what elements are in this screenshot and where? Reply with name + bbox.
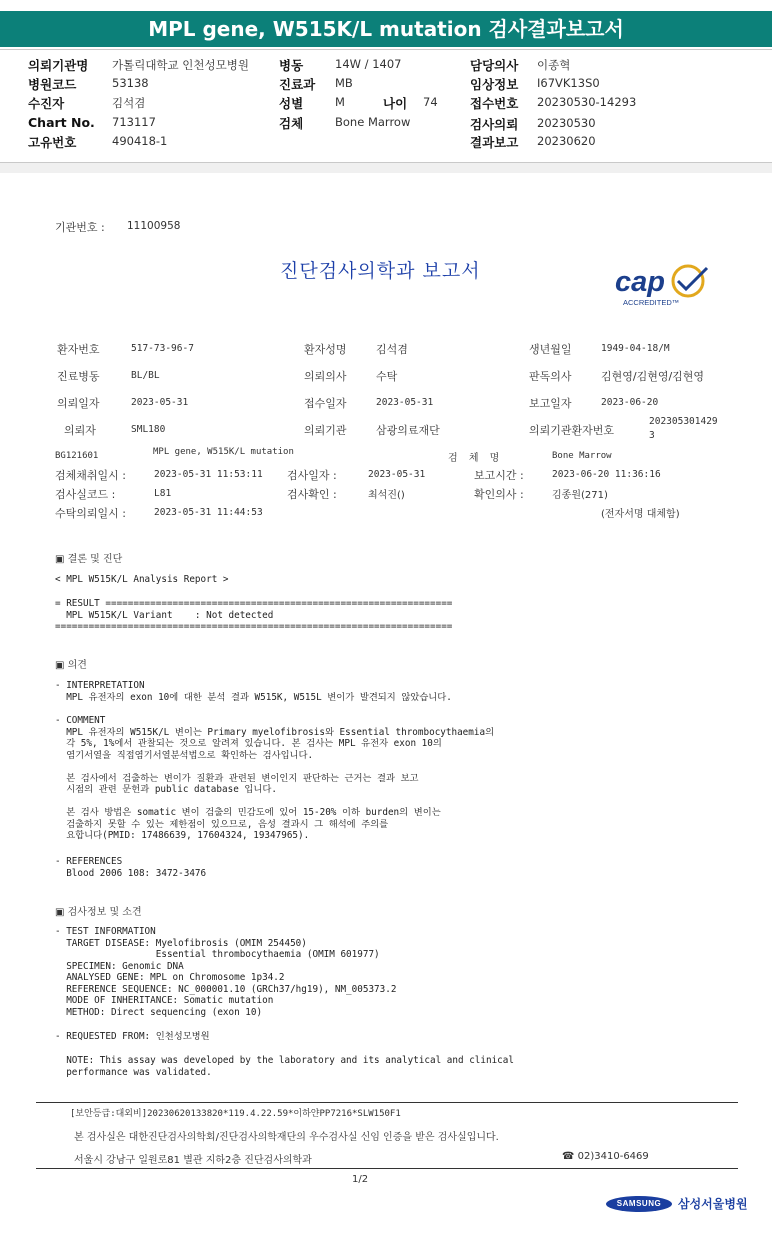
comment-block: - COMMENT MPL 유전자의 W515K/L 변이는 Primary myelofibrosis와 Essential thrombocythaemia의 각 5%, 1%에서 관찰되는 것으로 알려져 있습니다. 본 검사는 MPL 유전자 exon 10의 염기서열을 직접염기서열분석법으로 확인하는 검사입니다. 본 검사에서 검출하는 변이가 질환과 관련된 변이인지 판단하는 근거는 결과 보고 시점의 관련 문헌과 public database 입니다. 본 검사 방법은 somatic 변이 검출의 민감도에 있어 15-20% 이하 burden의 변이는 검출하지 못할 수 있는 제한점이 있으므로, 음성 결과시 그 해석에 주의를 요합니다(PMID: 17486639, 17604324, 19347965). xyxy=(55,715,495,841)
value-institution: 가톨릭대학교 인천성모병원 xyxy=(112,58,249,72)
label-birth: 생년월일 xyxy=(529,343,572,356)
value-confirm-doctor: 김종원(271) xyxy=(552,490,608,501)
label-receipt-date: 접수일자 xyxy=(304,397,347,410)
section-test-info: ▣ 검사정보 및 소견 xyxy=(55,907,142,918)
value-report-date: 2023-06-20 xyxy=(601,397,659,408)
footer-divider-bottom xyxy=(36,1168,738,1169)
test-code: BG121601 xyxy=(55,451,99,461)
specimen-label: 검 체 명 xyxy=(448,453,504,464)
checkmark-icon xyxy=(671,264,711,298)
label-clinical-info: 임상정보 xyxy=(470,77,519,92)
e-signature-note: (전자서명 대체함) xyxy=(601,509,680,520)
value-clinical-info: I67VK13S0 xyxy=(537,76,600,90)
value-lab-code: L81 xyxy=(154,488,172,499)
label-verify: 검사확인 : xyxy=(287,488,337,501)
value-test-date: 2023-05-31 xyxy=(368,469,426,480)
report-title-bar: MPL gene, W515K/L mutation 검사결과보고서 xyxy=(0,11,772,47)
label-hospital-code: 병원코드 xyxy=(28,77,77,92)
label-patient-no: 환자번호 xyxy=(57,343,100,356)
label-requester: 의뢰자 xyxy=(64,424,96,437)
label-confirm-doctor: 확인의사 : xyxy=(474,488,524,501)
label-report-date: 보고일자 xyxy=(529,397,572,410)
value-result-date: 20230620 xyxy=(537,134,596,148)
label-req-date: 의뢰일자 xyxy=(57,397,100,410)
value-doctor: 이종혁 xyxy=(537,58,571,72)
value-specimen: Bone Marrow xyxy=(335,115,411,129)
label-department: 진료과 xyxy=(279,77,316,92)
page-number: 1/2 xyxy=(352,1174,369,1185)
value-patient-no: 517-73-96-7 xyxy=(131,343,194,354)
label-inst-patient-no: 의뢰기관환자번호 xyxy=(529,424,615,437)
value-receipt-no: 20230530-14293 xyxy=(537,95,637,109)
label-unique-no: 고유번호 xyxy=(28,135,77,150)
samsung-logo: SAMSUNG xyxy=(606,1196,672,1212)
value-verify: 최석진() xyxy=(368,490,405,501)
value-req-date: 2023-05-31 xyxy=(131,397,189,408)
test-info-block: - TEST INFORMATION TARGET DISEASE: Myelofibrosis (OMIM 254450) Essential thrombocythaemia (OMIM 601977) SPECIMEN: Genomic DNA ANALYSED GENE: MPL on Chromosome 1p34.2 REFERENCE SEQUENCE: NC_000001.10 (GRCh37/hg19), NM_005373.2 MODE OF INHERITANCE: Somatic mutation METHOD: Direct sequencing (exon 10) xyxy=(55,926,397,1018)
label-lab-code: 검사실코드 : xyxy=(55,488,116,501)
label-sex: 성별 xyxy=(279,96,304,111)
value-consign-date: 2023-05-31 11:44:53 xyxy=(154,507,263,518)
label-test-date: 검사일자 : xyxy=(287,469,337,482)
label-specimen: 검체 xyxy=(279,116,304,131)
value-patient: 김석겸 xyxy=(112,96,146,110)
hospital-name: 삼성서울병원 xyxy=(678,1197,748,1211)
value-req-doctor: 수탁 xyxy=(376,370,398,383)
note-block: NOTE: This assay was developed by the laboratory and its analytical and clinical performance was validated. xyxy=(66,1055,514,1078)
value-req-inst: 삼광의료재단 xyxy=(376,424,440,437)
section-opinion: ▣ 의견 xyxy=(55,660,87,671)
specimen-value: Bone Marrow xyxy=(552,451,612,461)
label-req-doctor: 의뢰의사 xyxy=(304,370,347,383)
value-age: 74 xyxy=(423,95,438,109)
security-line: [보안등급:대외비]20230620133820*119.4.22.59*이하얀PP7216*SLW150F1 xyxy=(70,1109,401,1119)
value-report-time: 2023-06-20 11:36:16 xyxy=(552,469,661,480)
label-patient-name: 환자성명 xyxy=(304,343,347,356)
label-report-time: 보고시간 : xyxy=(474,469,524,482)
page-title: 진단검사의학과 보고서 xyxy=(280,260,481,282)
footer-divider-top xyxy=(36,1102,738,1103)
label-institution: 의뢰기관명 xyxy=(28,58,89,73)
report-page xyxy=(0,174,772,1240)
value-reader: 김현영/김현영/김현영 xyxy=(601,370,705,383)
cap-accredited-text: ACCREDITED™ xyxy=(623,298,680,307)
cap-logo-text: cap xyxy=(615,266,665,298)
lab-address: 서울시 강남구 일원로81 별관 지하2층 진단검사의학과 xyxy=(74,1155,312,1166)
report-header xyxy=(0,52,772,162)
value-unique-no: 490418-1 xyxy=(112,134,168,148)
lab-phone: ☎ 02)3410-6469 xyxy=(562,1151,649,1162)
inst-no-label: 기관번호 : xyxy=(55,221,105,234)
label-chart-no: Chart No. xyxy=(28,115,95,130)
inst-no: 11100958 xyxy=(127,220,181,232)
test-name: MPL gene, W515K/L mutation xyxy=(153,447,294,457)
label-reader: 판독의사 xyxy=(529,370,572,383)
label-result-date: 결과보고 xyxy=(470,135,519,150)
result-block: = RESULT ============================================================== MPL W515K/L Variant : Not detected ======================================================================= xyxy=(55,598,453,632)
references-block: - REFERENCES Blood 2006 108: 3472-3476 xyxy=(55,856,207,879)
label-age: 나이 xyxy=(383,96,408,111)
certification: 본 검사실은 대한진단검사의학회/진단검사의학재단의 우수검사실 신임 인증을 받은 검사실입니다. xyxy=(74,1132,499,1143)
value-receipt-date: 2023-05-31 xyxy=(376,397,434,408)
label-ward: 진료병동 xyxy=(57,370,100,383)
value-patient-name: 김석겸 xyxy=(376,343,408,356)
value-birth: 1949-04-18/M xyxy=(601,343,670,354)
requested-from: - REQUESTED FROM: 인천성모병원 xyxy=(55,1031,210,1042)
label-patient: 수진자 xyxy=(28,96,65,111)
divider xyxy=(0,49,772,50)
label-receipt-no: 접수번호 xyxy=(470,96,519,111)
value-department: MB xyxy=(335,76,353,90)
value-inst-patient-no: 202305301429 xyxy=(649,416,718,427)
label-collection: 검체채취일시 : xyxy=(55,469,126,482)
value-requester: SML180 xyxy=(131,424,166,435)
analysis-title: < MPL W515K/L Analysis Report > xyxy=(55,574,229,585)
cap-accredited-logo xyxy=(615,264,715,310)
value-chart-no: 713117 xyxy=(112,115,156,129)
value-collection: 2023-05-31 11:53:11 xyxy=(154,469,263,480)
label-ward: 병동 xyxy=(279,58,304,73)
value-ward: 14W / 1407 xyxy=(335,57,402,71)
value-sex: M xyxy=(335,95,345,109)
section-conclusion: ▣ 결론 및 진단 xyxy=(55,554,123,565)
interpretation-block: - INTERPRETATION MPL 유전자의 exon 10에 대한 분석 결과 W515K, W515L 변이가 발견되지 않았습니다. xyxy=(55,680,452,703)
value-inst-patient-no-wrap: 3 xyxy=(649,430,655,441)
page-gap xyxy=(0,163,772,173)
value-ward: BL/BL xyxy=(131,370,160,381)
label-consign-date: 수탁의뢰일시 : xyxy=(55,507,126,520)
label-doctor: 담당의사 xyxy=(470,58,519,73)
value-hospital-code: 53138 xyxy=(112,76,149,90)
value-request-date: 20230530 xyxy=(537,116,596,130)
label-req-inst: 의뢰기관 xyxy=(304,424,347,437)
label-request-date: 검사의뢰 xyxy=(470,117,519,132)
